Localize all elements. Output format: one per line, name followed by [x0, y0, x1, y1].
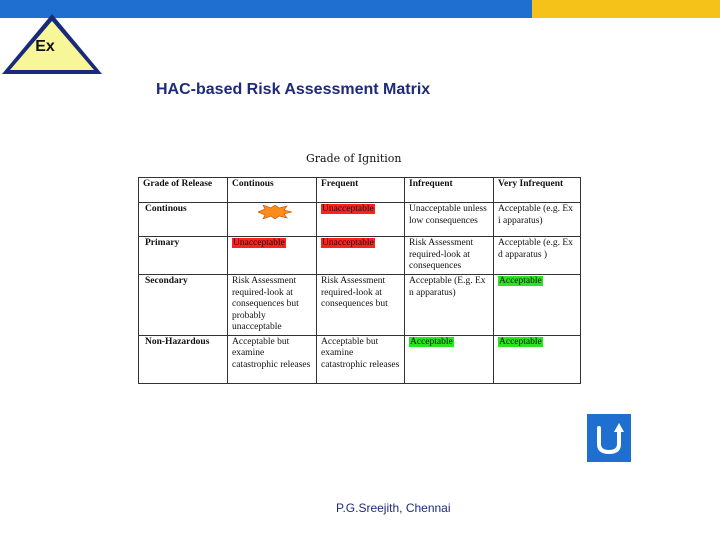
row-label: Continous — [139, 203, 228, 237]
row-label: Primary — [139, 237, 228, 275]
table-cell: Risk Assessment required-look at consequences but probably unacceptable — [228, 275, 317, 336]
table-row — [139, 275, 581, 336]
table-cell — [405, 335, 494, 383]
cell-text: Acceptable — [410, 336, 453, 347]
column-header: Infrequent — [405, 178, 494, 203]
table-cell: Unacceptable unless low consequences — [405, 203, 494, 237]
table-row — [139, 335, 581, 383]
table-cell: Acceptable (E.g. Ex n apparatus) — [405, 275, 494, 336]
ex-badge-label: Ex — [35, 38, 55, 55]
explosion-icon — [258, 205, 292, 219]
table-header-row — [139, 178, 581, 203]
cell-text: Unacceptable — [233, 238, 285, 248]
table-cell — [317, 203, 405, 237]
table-cell: Acceptable (e.g. Ex i apparatus) — [494, 203, 581, 237]
top-bar-yellow — [532, 0, 720, 18]
column-header: Very Infrequent — [494, 178, 581, 203]
page-title: HAC-based Risk Assessment Matrix — [156, 81, 431, 98]
cell-text: Acceptable — [499, 336, 542, 347]
table-row — [139, 237, 581, 275]
row-label: Non-Hazardous — [139, 335, 228, 383]
table-cell: Acceptable but examine catastrophic releases — [317, 335, 405, 383]
return-nav-button[interactable] — [587, 414, 631, 462]
grade-of-ignition-label: Grade of Ignition — [306, 152, 402, 165]
table-cell: Acceptable but examine catastrophic releases — [228, 335, 317, 383]
row-label: Secondary — [139, 275, 228, 336]
table-cell — [494, 335, 581, 383]
table-cell: Risk Assessment required-look at consequences but — [317, 275, 405, 336]
table-row — [139, 203, 581, 237]
table-cell — [317, 237, 405, 275]
risk-matrix-table — [138, 177, 581, 384]
column-header: Grade of Release — [139, 178, 228, 203]
column-header: Continous — [228, 178, 317, 203]
table-cell — [228, 237, 317, 275]
footer-credit: P.G.Sreejith, Chennai — [336, 501, 451, 515]
cell-text: Acceptable — [499, 276, 542, 286]
cell-text: Unacceptable — [322, 238, 374, 248]
table-cell: Acceptable (e.g. Ex d apparatus ) — [494, 237, 581, 275]
table-cell — [228, 203, 317, 237]
cell-text: Unacceptable — [322, 204, 374, 214]
column-header: Frequent — [317, 178, 405, 203]
return-arrow-icon — [587, 414, 631, 462]
table-cell — [494, 275, 581, 336]
table-cell: Risk Assessment required-look at consequences — [405, 237, 494, 275]
